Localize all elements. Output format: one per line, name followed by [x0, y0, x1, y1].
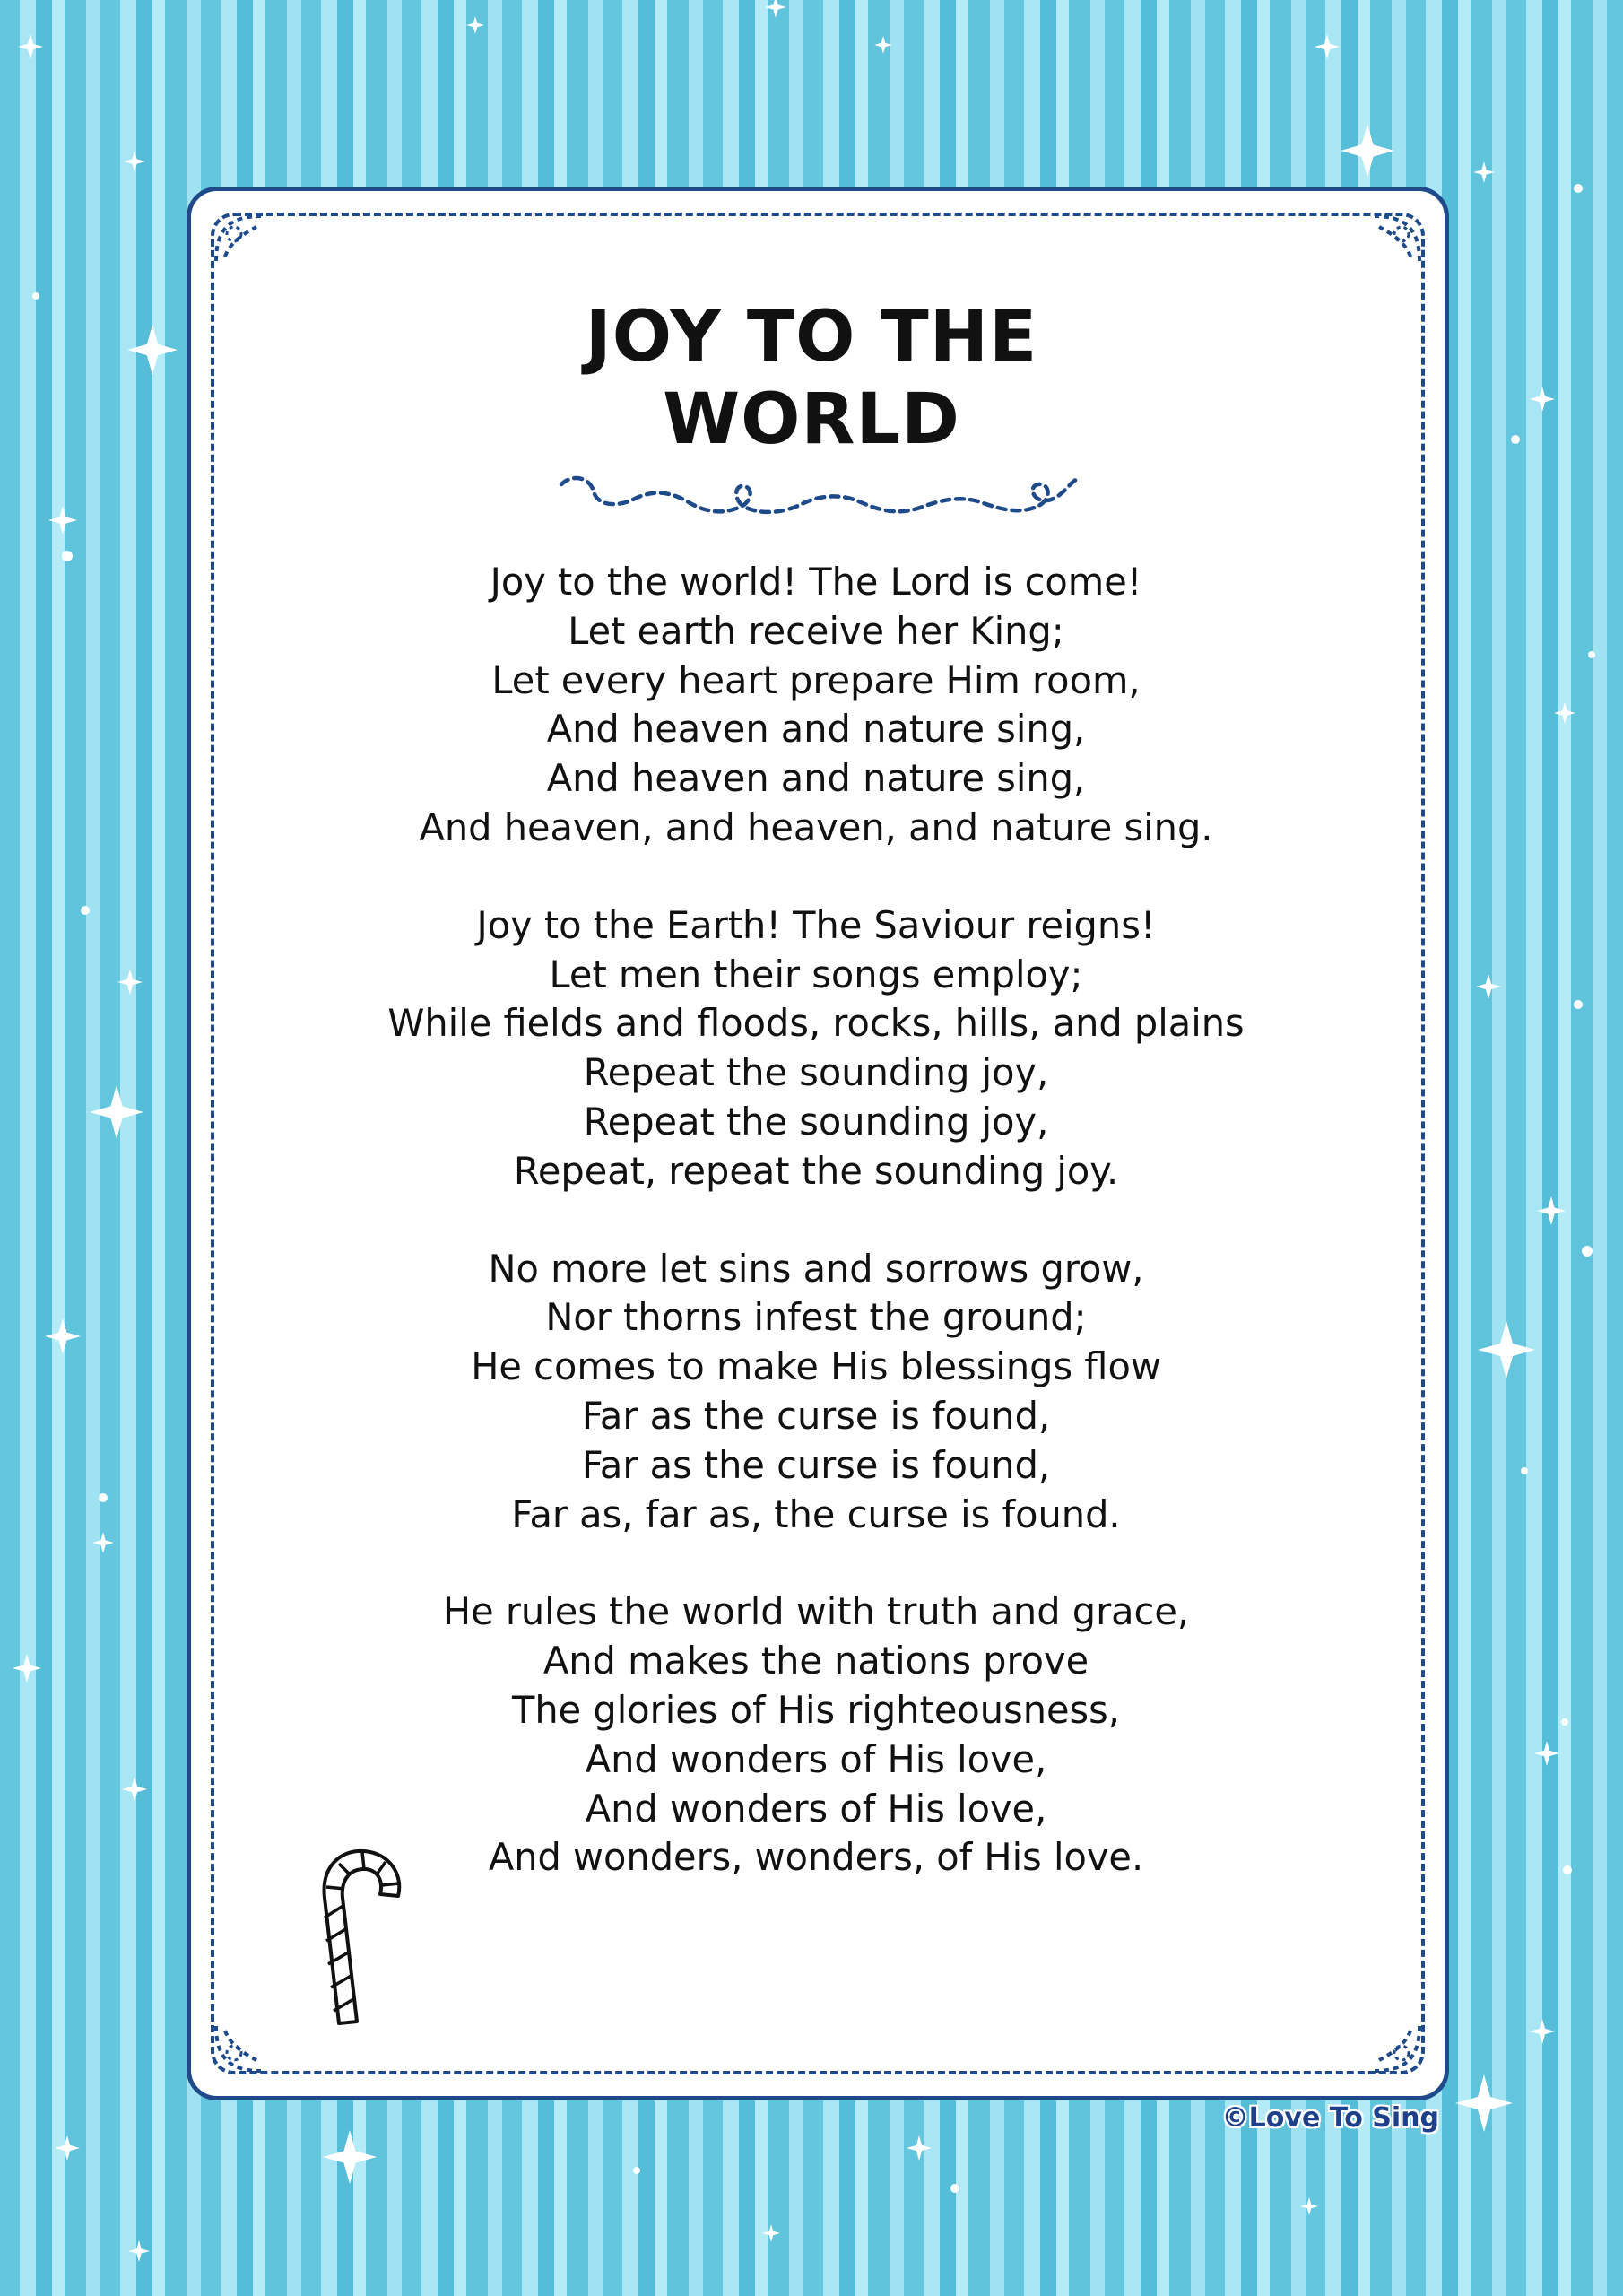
lyric-line: And wonders of His love,	[585, 1736, 1047, 1781]
sparkle-star-icon	[117, 970, 143, 995]
corner-swirl-icon	[1366, 2017, 1428, 2080]
sparkle-star-icon	[1530, 2019, 1555, 2044]
lyric-line: Far as the curse is found,	[581, 1393, 1051, 1438]
lyric-line: Nor thorns infest the ground;	[545, 1295, 1087, 1340]
lyric-line: And makes the nations prove	[542, 1639, 1089, 1683]
corner-swirl-icon	[1366, 207, 1428, 270]
lyric-line: Joy to the Earth! The Saviour reigns!	[476, 902, 1156, 947]
sparkle-star-icon	[1537, 1196, 1566, 1225]
lyric-line: And heaven and nature sing,	[546, 707, 1086, 752]
sparkle-star-icon	[1300, 2197, 1318, 2215]
sparkle-star-icon	[1476, 974, 1501, 999]
lyric-line: Let earth receive her King;	[568, 608, 1064, 653]
lyric-line: Repeat, repeat the sounding joy.	[513, 1148, 1119, 1193]
lyric-line: Repeat the sounding joy,	[583, 1050, 1049, 1095]
lyric-line: And heaven, and heaven, and nature sing.	[419, 804, 1213, 849]
snow-dot	[1521, 1467, 1528, 1474]
song-title-line-2: WORLD	[663, 379, 960, 460]
sparkle-star-icon	[765, 0, 786, 18]
sparkle-star-icon	[1534, 1741, 1559, 1766]
lyric-line: Joy to the world! The Lord is come!	[490, 560, 1142, 604]
sparkle-star-icon	[1478, 1321, 1535, 1378]
snow-dot	[1563, 1866, 1572, 1874]
corner-swirl-icon	[207, 207, 270, 270]
sparkle-star-icon	[1473, 161, 1495, 183]
lyric-line: Far as the curse is found,	[581, 1442, 1051, 1487]
sparkle-star-icon	[122, 1777, 147, 1802]
sparkle-star-icon	[1341, 124, 1394, 178]
verse-1	[233, 558, 1399, 853]
candy-cane-icon	[314, 1844, 412, 2032]
lyric-line: The glories of His righteousness,	[512, 1687, 1120, 1732]
song-title-line-1: JOY TO THE	[585, 297, 1038, 378]
snow-dot	[633, 2167, 640, 2174]
verse-3	[233, 1245, 1399, 1540]
sparkle-star-icon	[48, 506, 77, 535]
snow-dot	[1588, 651, 1595, 658]
verse-4	[233, 1587, 1399, 1883]
corner-swirl-icon	[207, 2017, 270, 2080]
lyric-line: Let every heart prepare Him room,	[491, 657, 1141, 702]
lyric-line: And heaven and nature sing,	[546, 756, 1086, 801]
snow-dot	[99, 1493, 108, 1502]
lyric-line: No more let sins and sorrows grow,	[488, 1246, 1144, 1291]
lyric-line: And wonders, wonders, of His love.	[488, 1835, 1144, 1880]
lyrics	[233, 558, 1399, 1931]
snow-dot	[1561, 1718, 1568, 1726]
lyric-line: He comes to make His blessings flow	[471, 1344, 1161, 1389]
sparkle-star-icon	[762, 2224, 780, 2242]
song-title	[0, 296, 1623, 461]
sparkle-star-icon	[90, 1085, 143, 1139]
sparkle-star-icon	[1315, 34, 1340, 59]
sparkle-star-icon	[466, 16, 484, 34]
snow-dot	[81, 906, 90, 915]
sparkle-star-icon	[18, 34, 43, 59]
sparkle-star-icon	[45, 1318, 81, 1354]
sparkle-star-icon	[1554, 702, 1575, 724]
lyric-line: Let men their songs employ;	[549, 952, 1083, 996]
snow-dot	[1574, 1000, 1583, 1009]
sparkle-star-icon	[13, 1654, 41, 1683]
sparkle-star-icon	[323, 2130, 377, 2184]
snow-dot	[62, 551, 73, 561]
sparkle-star-icon	[128, 2240, 150, 2262]
lyric-line: Repeat the sounding joy,	[583, 1099, 1049, 1144]
lyric-line: He rules the world with truth and grace,	[442, 1589, 1190, 1634]
sparkle-star-icon	[1455, 2074, 1513, 2132]
sparkle-star-icon	[92, 1532, 114, 1553]
copyright-text: ©Love To Sing	[1221, 2102, 1439, 2134]
snow-dot	[1574, 184, 1583, 193]
sparkle-star-icon	[874, 36, 892, 54]
sparkle-star-icon	[55, 2135, 80, 2161]
verse-2	[233, 901, 1399, 1196]
squiggle-divider-icon	[554, 472, 1083, 531]
lyric-line: Far as, far as, the curse is found.	[511, 1492, 1121, 1536]
lyric-line: And wonders of His love,	[585, 1786, 1047, 1831]
lyric-line: While fields and floods, rocks, hills, and plains	[387, 1001, 1245, 1046]
sparkle-star-icon	[907, 2135, 932, 2161]
snow-dot	[1582, 1246, 1593, 1257]
snow-dot	[950, 2184, 959, 2193]
sparkle-star-icon	[124, 151, 145, 172]
